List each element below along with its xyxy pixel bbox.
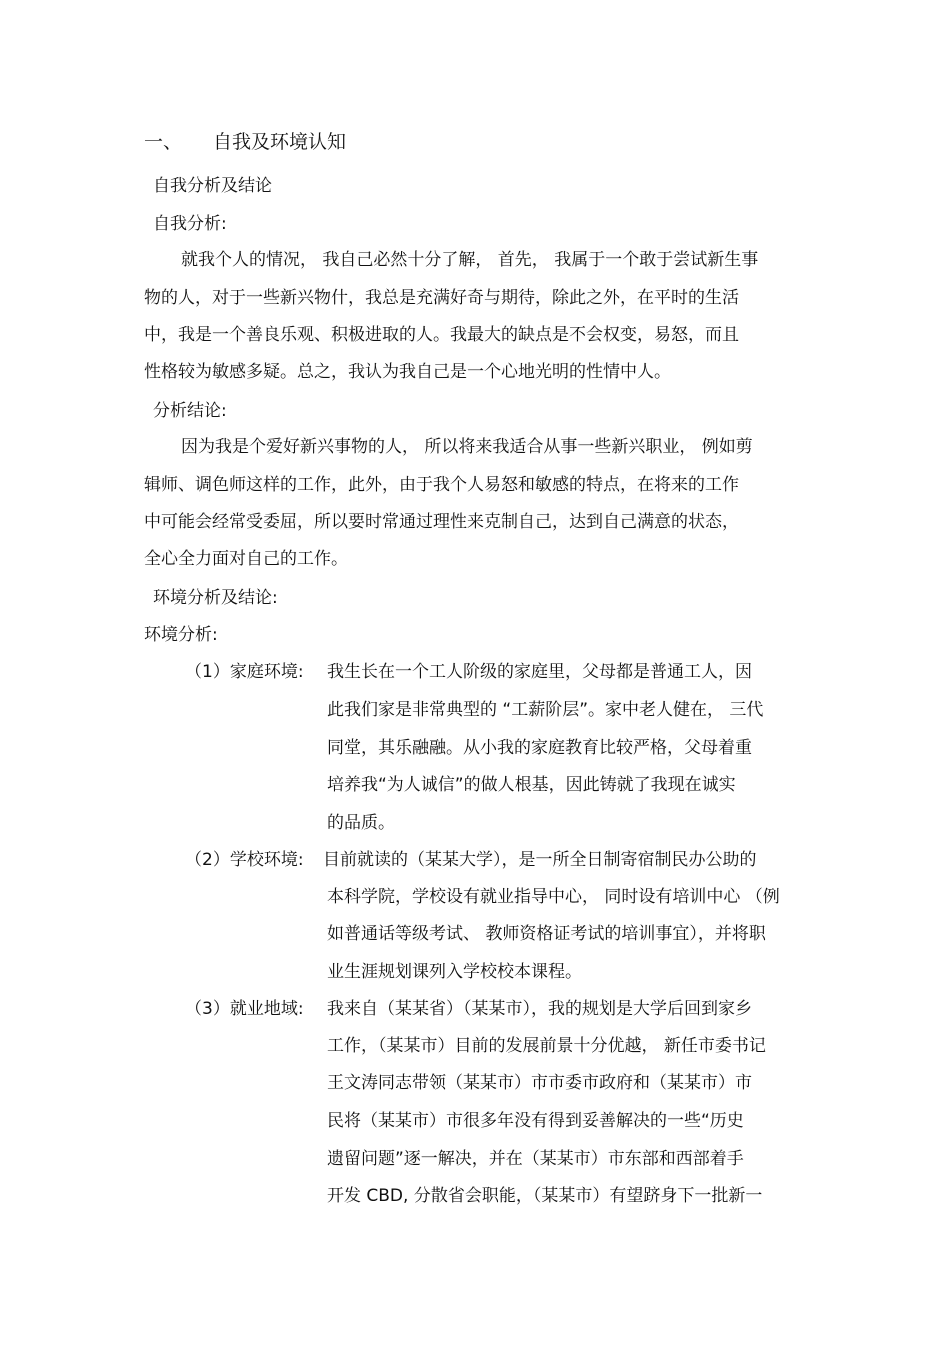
heading-number: 一、 bbox=[144, 131, 183, 153]
self-analysis-line: 性格较为敏感多疑。总之，我认为我自己是一个心地光明的性情中人。 bbox=[144, 362, 671, 382]
self-analysis-line: 中，我是一个善良乐观、积极进取的人。我最大的缺点是不会权变，易怒，而且 bbox=[144, 325, 739, 345]
env-analysis-label: 环境分析: bbox=[144, 625, 218, 645]
heading-title: 自我及环境认知 bbox=[213, 131, 347, 153]
env-item-label-region: （3）就业地域: bbox=[185, 999, 304, 1019]
env-item-line: 的品质。 bbox=[327, 813, 395, 833]
env-item-line: 培养我“为人诚信”的做人根基，因此铸就了我现在诚实 bbox=[327, 775, 736, 795]
self-conclusion-line: 因为我是个爱好新兴事物的人， 所以将来我适合从事一些新兴职业， 例如剪 bbox=[181, 437, 753, 457]
self-conclusion-line: 辑师、调色师这样的工作，此外，由于我个人易怒和敏感的特点，在将来的工作 bbox=[144, 475, 739, 495]
self-analysis-line: 就我个人的情况， 我自己必然十分了解， 首先， 我属于一个敢于尝试新生事 bbox=[181, 250, 759, 270]
env-item-line: 业生涯规划课列入学校校本课程。 bbox=[327, 962, 582, 982]
env-section-title: 环境分析及结论: bbox=[153, 588, 278, 608]
self-analysis-line: 物的人，对于一些新兴物什，我总是充满好奇与期待，除此之外，在平时的生活 bbox=[144, 288, 739, 308]
self-conclusion-label: 分析结论: bbox=[153, 401, 227, 421]
env-item-line: 遗留问题”逐一解决，并在（某某市）市东部和西部着手 bbox=[327, 1149, 744, 1169]
env-item-line: 此我们家是非常典型的 “工薪阶层”。家中老人健在， 三代 bbox=[327, 700, 764, 720]
env-item-line: 王文涛同志带领（某某市）市市委市政府和（某某市）市 bbox=[327, 1073, 752, 1093]
env-item-line: 民将（某某市）市很多年没有得到妥善解决的一些“历史 bbox=[327, 1111, 744, 1131]
env-item-line: 同堂，其乐融融。从小我的家庭教育比较严格，父母着重 bbox=[327, 738, 752, 758]
env-item-line: 本科学院，学校设有就业指导中心， 同时设有培训中心 （例 bbox=[327, 887, 780, 907]
env-item-line: 开发 CBD, 分散省会职能，（某某市）有望跻身下一批新一 bbox=[327, 1186, 763, 1206]
self-conclusion-line: 全心全力面对自己的工作。 bbox=[144, 549, 348, 569]
env-item-line: 我来自（某某省）（某某市），我的规划是大学后回到家乡 bbox=[327, 999, 752, 1019]
env-item-line: 工作，（某某市）目前的发展前景十分优越， 新任市委书记 bbox=[327, 1036, 766, 1056]
env-item-label-school: （2）学校环境: bbox=[185, 850, 304, 870]
self-section-title: 自我分析及结论 bbox=[153, 176, 272, 196]
env-item-line: 目前就读的（某某大学），是一所全日制寄宿制民办公助的 bbox=[323, 850, 757, 870]
env-item-line: 如普通话等级考试、 教师资格证考试的培训事宜），并将职 bbox=[327, 924, 766, 944]
env-item-line: 我生长在一个工人阶级的家庭里，父母都是普通工人，因 bbox=[327, 662, 752, 682]
self-analysis-label: 自我分析: bbox=[153, 214, 227, 234]
env-item-label-family: （1）家庭环境: bbox=[185, 662, 304, 682]
self-conclusion-line: 中可能会经常受委屈，所以要时常通过理性来克制自己，达到自己满意的状态， bbox=[144, 512, 739, 532]
